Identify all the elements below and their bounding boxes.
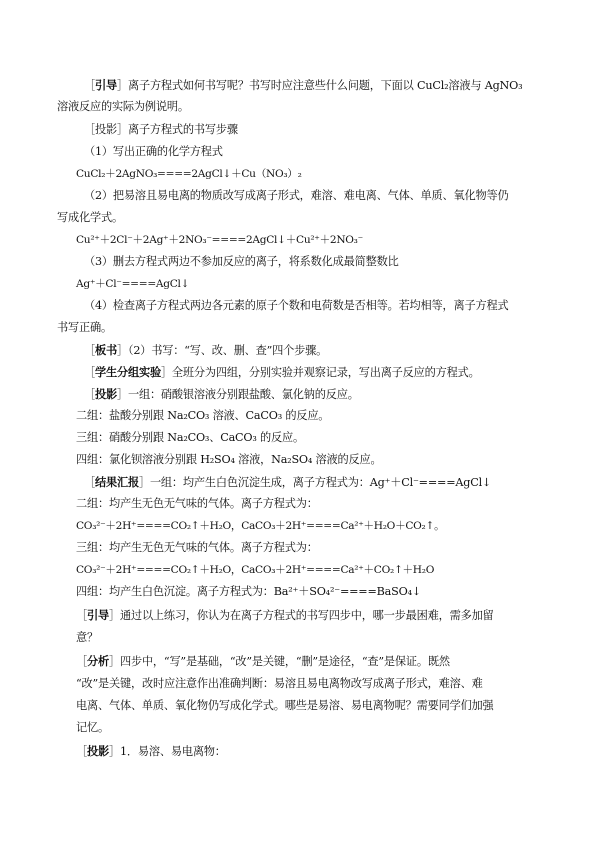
group-3: 三组：硝酸分别跟 Na₂CO₃、CaCO₃ 的反应。 bbox=[76, 431, 304, 444]
text-line: 意？ bbox=[76, 631, 98, 644]
equation-group-3: CO₃²⁻＋2H⁺====CO₂↑＋H₂O，CaCO₃＋2H⁺====Ca²⁺＋CO₂↑＋H₂O bbox=[76, 564, 435, 576]
text-line: 电离、气体、单质、氧化物仍写成化学式。哪些是易溶、易电离物呢？需要同学们加强 bbox=[76, 699, 494, 712]
label-experiment: 学生分组实验 bbox=[95, 365, 161, 379]
paragraph-results: ［结果汇报］一组：均产生白色沉淀生成，离子方程式为：Ag⁺＋Cl⁻====AgCl↓ bbox=[84, 475, 492, 489]
group-4: 四组：氯化钡溶液分别跟 H₂SO₄ 溶液，Na₂SO₄ 溶液的反应。 bbox=[76, 453, 382, 466]
step-1: （1）写出正确的化学方程式 bbox=[84, 145, 223, 158]
step-3: （3）删去方程式两边不参加反应的离子，将系数化成最简整数比 bbox=[84, 255, 399, 268]
label-board: 板书 bbox=[95, 343, 117, 357]
result-group-3: 三组：均产生无色无气味的气体。离子方程式为： bbox=[76, 541, 318, 554]
text-line: 溶液反应的实际为例说明。 bbox=[57, 100, 189, 113]
label-projection: 投影 bbox=[95, 387, 117, 401]
result-group-4: 四组：均产生白色沉淀。离子方程式为：Ba²⁺＋SO₄²⁻====BaSO₄↓ bbox=[76, 585, 422, 598]
text-line: 写成化学式。 bbox=[57, 211, 123, 224]
text-line: 记忆。 bbox=[76, 721, 109, 734]
paragraph-experiment: ［学生分组实验］全班分为四组，分别实验并观察记录，写出离子反应的方程式。 bbox=[84, 365, 480, 379]
step-4: （4）检查离子方程式两边各元素的原子个数和电荷数是否相等。若均相等，离子方程式 bbox=[84, 299, 509, 312]
paragraph-projection-groups: ［投影］一组：硝酸银溶液分别跟盐酸、氯化钠的反应。 bbox=[84, 387, 359, 401]
paragraph-projection-list: ［投影］1．易溶、易电离物： bbox=[76, 744, 226, 758]
label-guide: 引导 bbox=[87, 608, 109, 622]
group-2: 二组：盐酸分别跟 Na₂CO₃ 溶液、CaCO₃ 的反应。 bbox=[76, 409, 330, 422]
label-results: 结果汇报 bbox=[95, 475, 139, 489]
equation-ionic-net: Ag⁺＋Cl⁻====AgCl↓ bbox=[76, 278, 190, 290]
label-projection: 投影 bbox=[87, 744, 109, 758]
equation-group-2: CO₃²⁻＋2H⁺====CO₂↑＋H₂O，CaCO₃＋2H⁺====Ca²⁺＋H₂O＋CO₂↑。 bbox=[76, 520, 445, 532]
paragraph-guide-intro: ［引导］离子方程式如何书写呢？书写时应注意些什么问题，下面以 CuCl₂溶液与 AgNO₃ bbox=[84, 78, 523, 92]
label-analysis: 分析 bbox=[87, 654, 109, 668]
step-2: （2）把易溶且易电离的物质改写成离子形式，难溶、难电离、气体、单质、氧化物等仍 bbox=[84, 189, 509, 202]
paragraph-guide-question: ［引导］通过以上练习，你认为在离子方程式的书写四步中，哪一步最困难，需多加留 bbox=[76, 608, 494, 622]
paragraph-analysis: ［分析］四步中，“写”是基础，“改”是关键，“删”是途径，“查”是保证。既然 bbox=[76, 654, 450, 668]
paragraph-board: ［板书］（2）书写：“写、改、删、查”四个步骤。 bbox=[84, 343, 328, 357]
result-group-2: 二组：均产生无色无气味的气体。离子方程式为： bbox=[76, 497, 318, 510]
text-line: “改”是关键，改时应注意作出准确判断：易溶且易电离物改写成离子形式，难溶、难 bbox=[76, 677, 483, 690]
projection-heading: ［投影］离子方程式的书写步骤 bbox=[84, 123, 238, 136]
equation-ionic-full: Cu²⁺＋2Cl⁻＋2Ag⁺＋2NO₃⁻====2AgCl↓＋Cu²⁺＋2NO₃⁻ bbox=[76, 234, 363, 246]
text-line: 书写正确。 bbox=[57, 321, 112, 334]
equation-molecular: CuCl₂＋2AgNO₃====2AgCl↓＋Cu（NO₃）₂ bbox=[76, 168, 302, 180]
label-guide: 引导 bbox=[95, 78, 117, 92]
